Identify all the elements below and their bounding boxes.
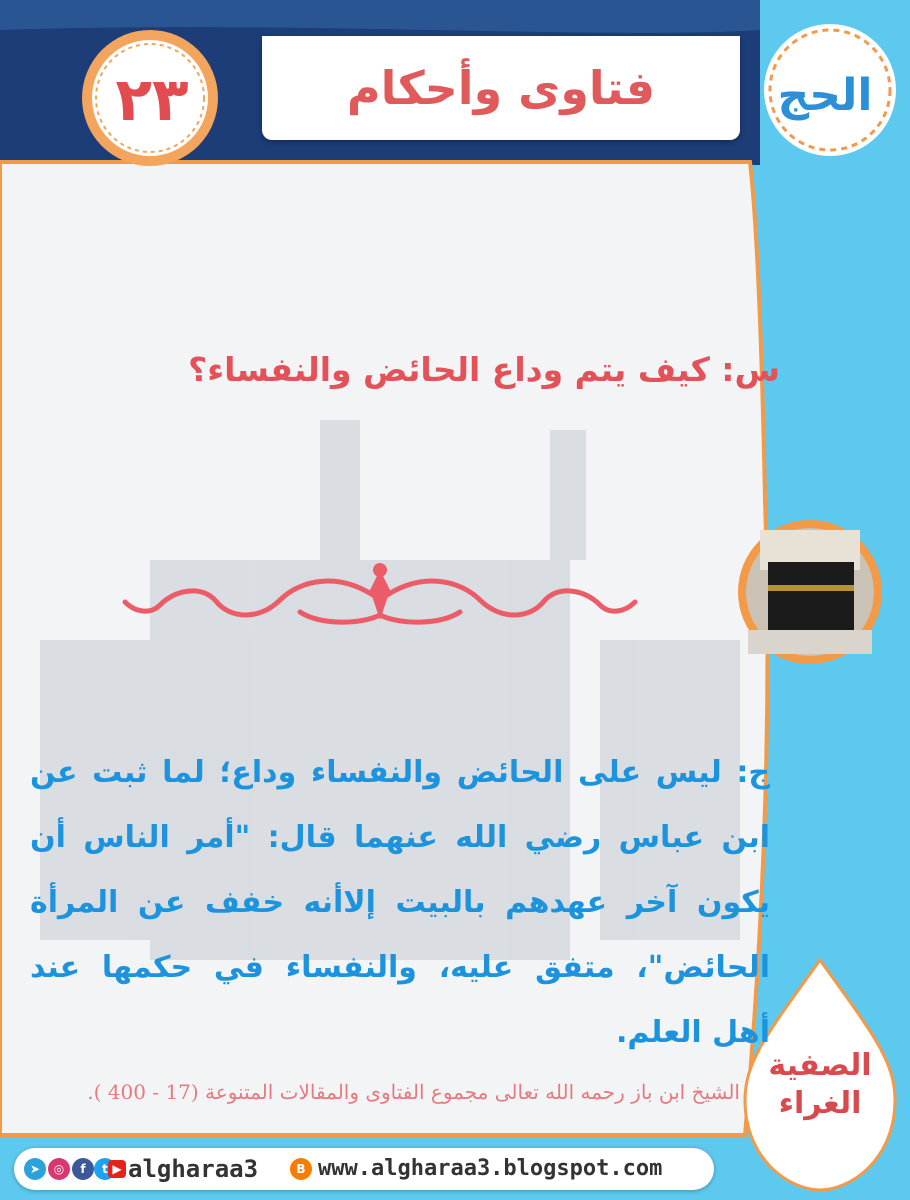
blogger-icon[interactable]: B: [290, 1158, 312, 1180]
hajj-logo: الحج: [777, 69, 873, 121]
answer-text: ج: ليس على الحائض والنفساء وداع؛ لما ثبت عن ابن عباس رضي الله عنهما قال: "أمر الناس أن يكون آخر عهدهم بالبيت إلاأنه خفف عن المرأة الحائض"، متفق عليه، والنفساء في حكمها عند أهل العلم.: [30, 755, 770, 1050]
social-handle[interactable]: algharaa3: [128, 1155, 259, 1183]
twitter-icon[interactable]: t: [94, 1158, 116, 1180]
page-title: فتاوى وأحكام: [346, 61, 656, 115]
reference-text: الشيخ ابن باز رحمه الله تعالى مجموع الفتاوى والمقالات المتنوعة (17 - 400 ).: [87, 1080, 740, 1104]
blog-url[interactable]: www.algharaa3.blogspot.com: [318, 1156, 663, 1181]
question-text: س: كيف يتم وداع الحائض والنفساء؟: [188, 350, 780, 389]
youtube-icon[interactable]: ▶: [108, 1160, 126, 1178]
instagram-icon[interactable]: ◎: [48, 1158, 70, 1180]
bottom-logo-line-1: الصفية: [768, 1048, 872, 1083]
bottom-logo-line-2: الغراء: [778, 1086, 862, 1121]
episode-number-badge: ٢٣: [115, 65, 189, 135]
bottom-logo: [755, 1010, 885, 1160]
facebook-icon[interactable]: f: [72, 1158, 94, 1180]
telegram-icon[interactable]: ➤: [24, 1158, 46, 1180]
